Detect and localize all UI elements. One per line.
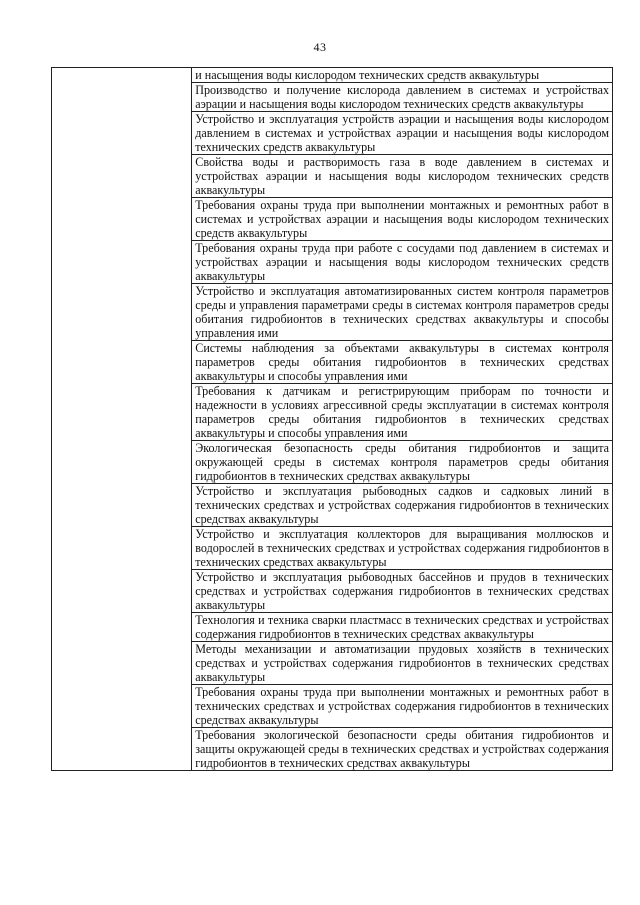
table-cell xyxy=(192,198,613,241)
cell-text: Устройство и эксплуатация устройств аэрации и насыщения воды кислородом давлением в системах и устройствах аэрации и насыщения воды кислородом технических средств аквакультуры xyxy=(195,112,609,154)
table-cell xyxy=(192,685,613,728)
table-cell xyxy=(192,112,613,155)
cell-text: Требования к датчикам и регистрирующим приборам по точности и надежности в условиях агрессивной среды эксплуатации в системах контроля параметров среды обитания гидробионтов в технических средствах аквакультуры и способы управления ими xyxy=(195,384,609,440)
cell-text: Требования охраны труда при выполнении монтажных и ремонтных работ в технических средствах и устройствах содержания гидробионтов в технических средствах аквакультуры xyxy=(195,685,609,727)
cell-text: Устройство и эксплуатация рыбоводных бассейнов и прудов в технических средствах и устройствах содержания гидробионтов в технических средствах аквакультуры xyxy=(195,570,609,612)
cell-text: Устройство и эксплуатация автоматизированных систем контроля параметров среды и управления параметрами среды в системах контроля параметров среды обитания гидробионтов в технических средствах аквакультуры и способы управления ими xyxy=(195,284,609,340)
cell-text: Свойства воды и растворимость газа в воде давлением в системах и устройствах аэрации и насыщения воды кислородом технических средств аквакультуры xyxy=(195,155,609,197)
cell-text: Технология и техника сварки пластмасс в технических средствах и устройствах содержания гидробионтов в технических средствах аквакультуры xyxy=(195,613,609,641)
table-cell xyxy=(192,570,613,613)
cell-text: Методы механизации и автоматизации прудовых хозяйств в технических средствах и устройствах содержания гидробионтов в технических средствах аквакультуры xyxy=(195,642,609,684)
cell-text: Требования экологической безопасности среды обитания гидробионтов и защиты окружающей среды в технических средствах и устройствах содержания гидробионтов в технических средствах аквакультуры xyxy=(195,728,609,770)
table-cell xyxy=(192,728,613,771)
table-cell xyxy=(192,484,613,527)
table-cell xyxy=(192,613,613,642)
cell-text: и насыщения воды кислородом технических средств аквакультуры xyxy=(195,68,540,82)
table-cell xyxy=(192,284,613,341)
cell-text: Устройство и эксплуатация рыбоводных садков и садковых линий в технических средствах и устройствах содержания гидробионтов в технических средствах аквакультуры xyxy=(195,484,609,526)
cell-text: Устройство и эксплуатация коллекторов для выращивания моллюсков и водорослей в технических средствах и устройствах содержания гидробионтов в технических средствах аквакультуры xyxy=(195,527,609,569)
table-cell xyxy=(192,384,613,441)
cell-text: Системы наблюдения за объектами аквакультуры в системах контроля параметров среды обитания гидробионтов в технических средствах аквакультуры и способы управления ими xyxy=(195,341,609,383)
table-cell xyxy=(192,441,613,484)
cell-text: Требования охраны труда при работе с сосудами под давлением в системах и устройствах аэрации и насыщения воды кислородом технических средств аквакультуры xyxy=(195,241,609,283)
table-cell xyxy=(192,241,613,284)
table-cell xyxy=(192,68,613,83)
table-cell xyxy=(192,155,613,198)
cell-text: Производство и получение кислорода давлением в системах и устройствах аэрации и насыщения воды кислородом технических средств аквакультуры xyxy=(195,83,609,111)
page-number: 43 xyxy=(313,40,327,54)
left-empty-cell xyxy=(52,68,192,771)
table-cell xyxy=(192,341,613,384)
table-cell xyxy=(192,527,613,570)
cell-text: Экологическая безопасность среды обитания гидробионтов и защита окружающей среды в системах контроля параметров среды обитания гидробионтов в технических средствах аквакультуры xyxy=(195,441,609,483)
table-cell xyxy=(192,642,613,685)
cell-text: Требования охраны труда при выполнении монтажных и ремонтных работ в системах и устройствах аэрации и насыщения воды кислородом технических средств аквакультуры xyxy=(195,198,609,240)
requirements-table xyxy=(51,67,613,771)
table-cell xyxy=(192,83,613,112)
table-row xyxy=(52,68,613,83)
